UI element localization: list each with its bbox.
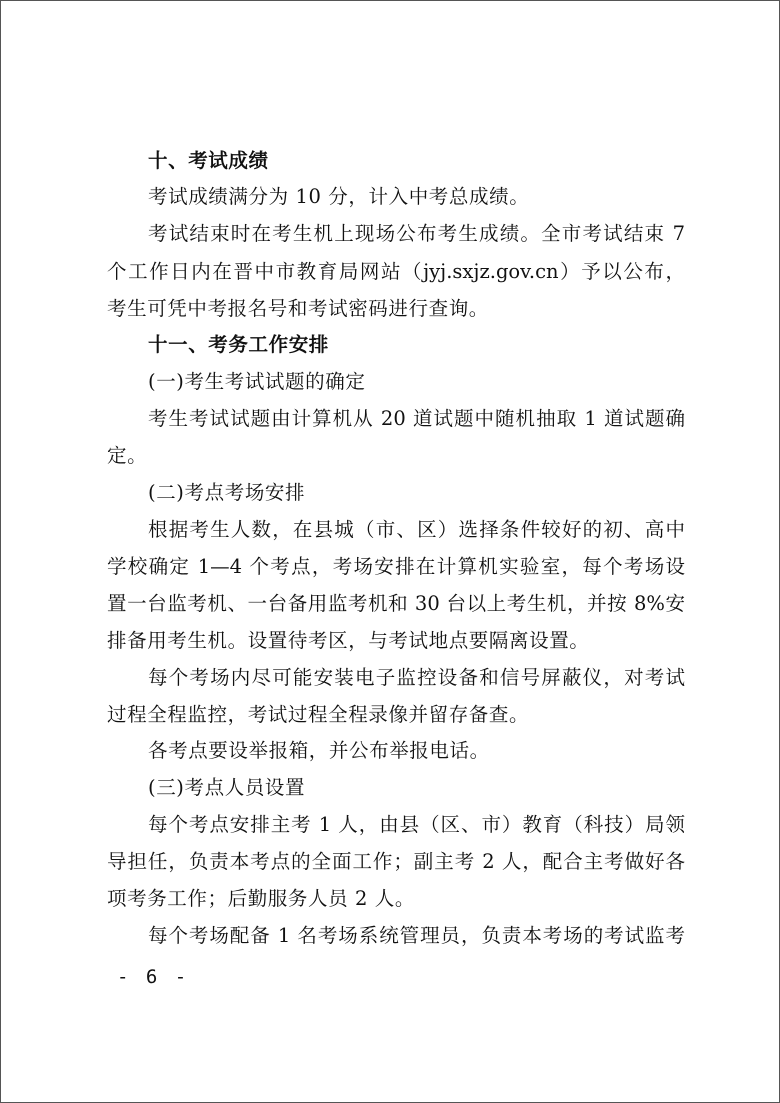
paragraph-line: 过程全程监控，考试过程全程录像并留存备查。 xyxy=(107,703,530,726)
subsection-heading-2: (二)考点考场安排 xyxy=(148,481,306,504)
paragraph-line: 项考务工作；后勤服务人员 2 人。 xyxy=(107,887,416,910)
paragraph-line: 置一台监考机、一台备用监考机和 30 台以上考生机，并按 8%安 xyxy=(107,592,685,615)
section-heading-10: 十、考试成绩 xyxy=(148,149,269,172)
page-number: - 6 - xyxy=(117,966,190,988)
paragraph-line: 各考点要设举报箱，并公布举报电话。 xyxy=(148,739,490,762)
paragraph-line: 考生考试试题由计算机从 20 道试题中随机抽取 1 道试题确 xyxy=(148,407,685,430)
paragraph-line: 排备用考生机。设置待考区，与考试地点要隔离设置。 xyxy=(107,629,590,652)
paragraph-line: 每个考场内尽可能安装电子监控设备和信号屏蔽仪，对考试 xyxy=(148,666,685,689)
paragraph-line: 每个考场配备 1 名考场系统管理员，负责本考场的考试监考 xyxy=(148,924,685,947)
paragraph-line: 个工作日内在晋中市教育局网站（jyj.sxjz.gov.cn）予以公布， xyxy=(107,260,685,283)
paragraph-line: 考试成绩满分为 10 分，计入中考总成绩。 xyxy=(148,185,530,208)
paragraph-line: 根据考生人数，在县城（市、区）选择条件较好的初、高中 xyxy=(148,518,685,541)
section-heading-11: 十一、考务工作安排 xyxy=(148,333,329,356)
subsection-heading-3: (三)考点人员设置 xyxy=(148,776,306,799)
paragraph-line: 考生可凭中考报名号和考试密码进行查询。 xyxy=(107,297,489,320)
paragraph-line: 考试结束时在考生机上现场公布考生成绩。全市考试结束 7 xyxy=(148,222,685,245)
paragraph-line: 学校确定 1—4 个考点，考场安排在计算机实验室，每个考场设 xyxy=(107,555,685,578)
subsection-heading-1: (一)考生考试试题的确定 xyxy=(148,370,366,393)
paragraph-line: 导担任，负责本考点的全面工作；副主考 2 人，配合主考做好各 xyxy=(107,850,685,873)
paragraph-line: 定。 xyxy=(107,444,148,467)
paragraph-line: 每个考点安排主考 1 人，由县（区、市）教育（科技）局领 xyxy=(148,813,685,836)
